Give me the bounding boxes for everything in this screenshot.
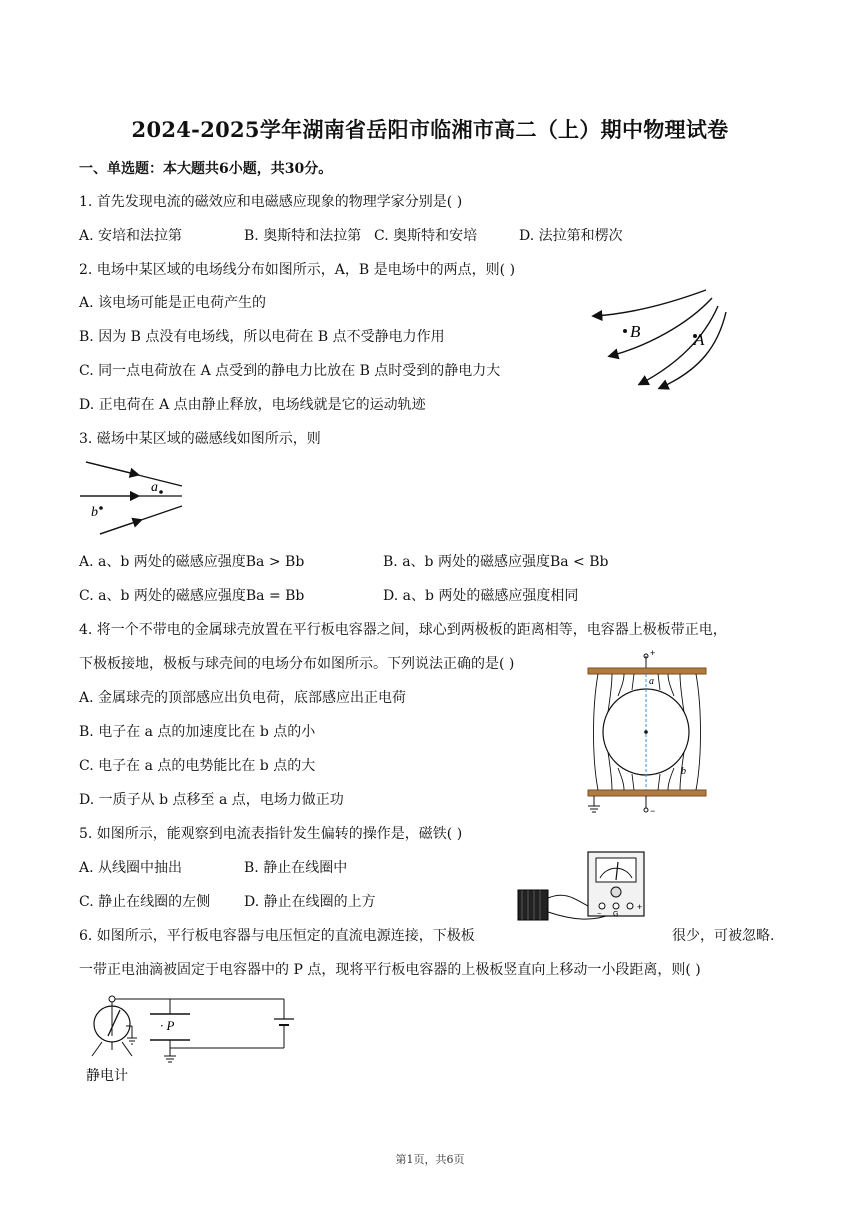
q2-option-a: A. 该电场可能是正电荷产生的 xyxy=(79,295,267,311)
page-title: 2024-2025学年湖南省岳阳市临湘市高二（上）期中物理试卷 xyxy=(131,117,729,142)
upper-plate xyxy=(588,668,706,674)
q2-option-b: B. 因为 B 点没有电场线，所以电荷在 B 点不受静电力作用 xyxy=(79,329,445,345)
question-6-stem-line1-left: 6. 如图所示，平行板电容器与电压恒定的直流电源连接，下极板 xyxy=(79,928,475,944)
q2-option-d: D. 正电荷在 A 点由静止释放，电场线就是它的运动轨迹 xyxy=(79,397,426,413)
q3-option-d: D. a、b 两处的磁感应强度相同 xyxy=(383,588,579,604)
question-4-stem-line1: 4. 将一个不带电的金属球壳放置在平行板电容器之间，球心到两极板的距离相等，电容器上极板带正电， xyxy=(79,622,727,638)
q4-option-b: B. 电子在 a 点的加速度比在 b 点的小 xyxy=(79,724,316,740)
question-6-stem-line2: 一带正电油滴被固定于电容器中的 P 点，现将平行板电容器的上极板竖直向上移动一小段距离，则( ) xyxy=(79,962,701,978)
point-b-label: B xyxy=(630,322,641,341)
meter-plus-label: + xyxy=(637,902,643,912)
lower-plate xyxy=(588,790,706,796)
magnetic-field-figure xyxy=(80,458,190,538)
meter-g-label: G xyxy=(613,911,619,918)
q4-option-a: A. 金属球壳的顶部感应出负电荷，底部感应出正电荷 xyxy=(79,690,407,706)
question-6-stem-line1-right: 很少，可被忽略. xyxy=(672,928,775,944)
q3-option-b: B. a、b 两处的磁感应强度Ba < Bb xyxy=(383,554,609,570)
point-b-label: b xyxy=(91,505,98,520)
question-1-stem: 1. 首先发现电流的磁效应和电磁感应现象的物理学家分别是( ) xyxy=(79,194,463,210)
question-4-stem-line2: 下极板接地，极板与球壳间的电场分布如图所示。下列说法正确的是( ) xyxy=(79,656,515,672)
q2-option-c: C. 同一点电荷放在 A 点受到的静电力比放在 B 点时受到的静电力大 xyxy=(79,363,501,379)
electrometer-circuit-figure xyxy=(80,990,300,1090)
q5-option-d: D. 静止在线圈的上方 xyxy=(244,894,376,910)
point-a-label: A xyxy=(694,330,705,349)
q5-option-b: B. 静止在线圈中 xyxy=(244,860,348,876)
q1-option-d: D. 法拉第和楞次 xyxy=(519,228,623,244)
field-line-bottom-arrow xyxy=(100,521,138,534)
electric-field-figure xyxy=(588,284,738,394)
q1-option-c: C. 奥斯特和安培 xyxy=(374,228,478,244)
field-line-top-arrow xyxy=(86,462,135,474)
point-b-dot xyxy=(99,506,103,510)
q4-option-d: D. 一质子从 b 点移至 a 点，电场力做正功 xyxy=(79,792,344,808)
electrometer-needle xyxy=(108,1010,120,1036)
electrometer-caption: 静电计 xyxy=(86,1068,128,1084)
point-a-label: a xyxy=(151,480,158,495)
meter-minus-label: − xyxy=(597,911,602,918)
question-5-stem: 5. 如图所示，能观察到电流表指针发生偏转的操作是，磁铁( ) xyxy=(79,826,463,842)
galvanometer-coil-figure xyxy=(512,848,672,928)
q1-option-a: A. 安培和法拉第 xyxy=(79,228,183,244)
capacitor-sphere-figure xyxy=(588,648,708,818)
section-heading: 一、单选题：本大题共6小题，共30分。 xyxy=(79,161,333,177)
point-b-label: b xyxy=(681,766,686,777)
q3-option-c: C. a、b 两处的磁感应强度Ba = Bb xyxy=(79,588,305,604)
question-2-stem: 2. 电场中某区域的电场线分布如图所示，A，B 是电场中的两点，则( ) xyxy=(79,262,516,278)
q5-option-a: A. 从线圈中抽出 xyxy=(79,860,183,876)
question-3-stem: 3. 磁场中某区域的磁感线如图所示，则 xyxy=(79,431,321,447)
q4-option-c: C. 电子在 a 点的电势能比在 b 点的大 xyxy=(79,758,316,774)
point-a-dot xyxy=(159,490,163,494)
minus-terminal-label: − xyxy=(650,806,656,816)
field-line-1 xyxy=(594,290,706,316)
q5-option-c: C. 静止在线圈的左侧 xyxy=(79,894,211,910)
page-footer: 第1页，共6页 xyxy=(395,1153,465,1166)
field-line-3 xyxy=(640,306,718,384)
point-b-dot xyxy=(623,329,627,333)
point-p-label: · P xyxy=(160,1018,175,1033)
plus-terminal-label: + xyxy=(650,648,656,658)
q1-option-b: B. 奥斯特和法拉第 xyxy=(244,228,362,244)
point-a-label: a xyxy=(649,676,654,687)
field-line-4 xyxy=(660,312,726,388)
q3-option-a: A. a、b 两处的磁感应强度Ba > Bb xyxy=(79,554,305,570)
